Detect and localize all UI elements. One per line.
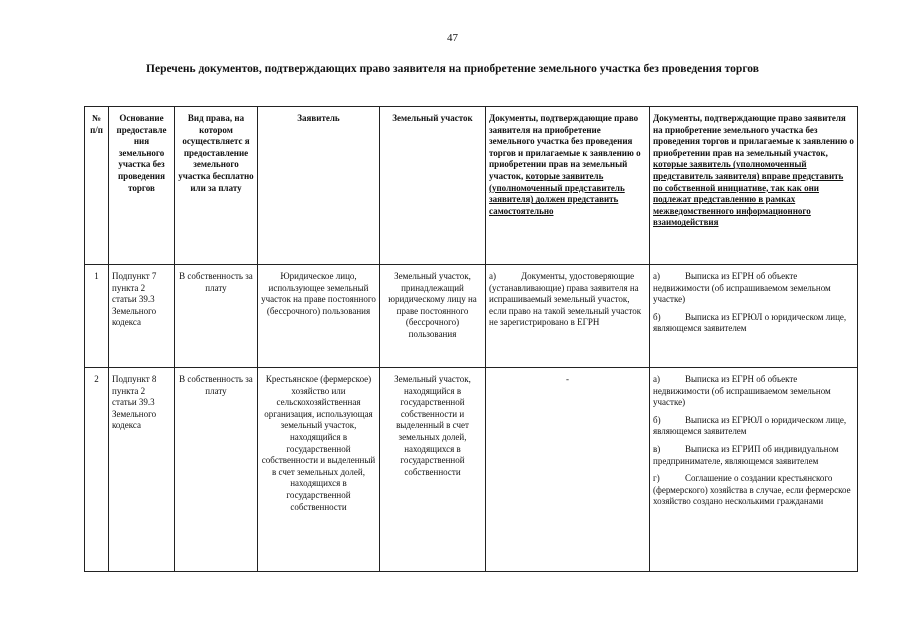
doc-item-text: Соглашение о создании крестьянского (фермерского) хозяйства в случае, если фермерское хозяйство создано несколькими гражданами (653, 473, 851, 507)
table-row (85, 368, 858, 572)
doc-item-letter: б) (653, 414, 661, 425)
header-docs-interagency (650, 107, 858, 265)
header-docs-self-underlined: которые заявитель (уполномоченный представитель заявителя) должен представить самостоятельно (489, 170, 625, 216)
row-docs-self: - (486, 368, 650, 572)
row-right-type: В собственность за плату (175, 368, 258, 572)
row-number: 1 (85, 265, 109, 368)
row-land: Земельный участок, находящийся в государственной собственности и выделенный в счет земельных долей, находящихся в государственной собственности (380, 368, 486, 572)
doc-item-text: Выписка из ЕГРН об объекте недвижимости (об испрашиваемом земельном участке) (653, 374, 831, 408)
doc-item-text: Документы, удостоверяющие (устанавливающие) права заявителя на испрашиваемый земельный участок, если право на такой земельный участок не зарегистрировано в ЕГРН (489, 271, 642, 328)
row-number: 2 (85, 368, 109, 572)
header-docs-self-text: Документы, подтверждающие право заявителя на приобретение земельного участка без проведения торгов и прилагаемые к заявлению о приобретении прав на земельный участок, (489, 113, 641, 181)
table-header-row (85, 107, 858, 265)
row-docs-interagency (650, 368, 858, 572)
row-basis: Подпункт 7 пункта 2 статьи 39.3 Земельного кодекса (109, 265, 175, 368)
doc-item-letter: а) (653, 374, 660, 384)
header-docs-interagency-text: Документы, подтверждающие право заявителя на приобретение земельного участка без проведения торгов и прилагаемые к заявлению о приобретении прав на земельный участок, (653, 113, 854, 158)
header-docs-self (486, 107, 650, 265)
row-land: Земельный участок, принадлежащий юридическому лицу на праве постоянного (бессрочного) пользования (380, 265, 486, 368)
doc-item (653, 473, 854, 508)
doc-item (489, 271, 646, 329)
header-basis: Основание предоставле ния земельного участка без проведения торгов (109, 107, 175, 265)
row-applicant: Юридическое лицо, использующее земельный участок на праве постоянного (бессрочного) пользования (258, 265, 380, 368)
header-num: № п/п (85, 107, 109, 265)
table-row (85, 265, 858, 368)
doc-item-text: Выписка из ЕГРЮЛ о юридическом лице, являющемся заявителем (653, 414, 847, 437)
row-docs-self (486, 265, 650, 368)
doc-item (653, 415, 854, 438)
page-number: 47 (447, 32, 458, 44)
doc-item-letter: а) (489, 271, 496, 281)
row-docs-interagency (650, 265, 858, 368)
row-basis: Подпункт 8 пункта 2 статьи 39.3 Земельного кодекса (109, 368, 175, 572)
header-docs-interagency-underlined: которые заявитель (уполномоченный представитель заявителя) вправе представить по собственной инициативе, так как они подлежат представлению в рамках межведомственного информационного взаимодействия (653, 159, 844, 228)
doc-item (653, 374, 854, 409)
doc-item (653, 271, 854, 306)
doc-item-text: Выписка из ЕГРН об объекте недвижимости (об испрашиваемом земельном участке) (653, 271, 831, 305)
doc-item-letter: а) (653, 271, 660, 281)
documents-table (84, 106, 858, 572)
header-applicant: Заявитель (258, 107, 380, 265)
document-title: Перечень документов, подтверждающих право заявителя на приобретение земельного участка без проведения торгов (146, 63, 759, 75)
row-applicant: Крестьянское (фермерское) хозяйство или сельскохозяйственная организация, использующая земельный участок, находящийся в государственной собственности и выделенный в счет земельных долей, находящихся в государственной собственности (258, 368, 380, 572)
doc-item-letter: в) (653, 443, 661, 454)
doc-item-text: Выписка из ЕГРЮЛ о юридическом лице, являющемся заявителем (653, 311, 847, 334)
header-land: Земельный участок (380, 107, 486, 265)
doc-item (653, 312, 854, 335)
doc-item (653, 444, 854, 467)
doc-item-letter: б) (653, 311, 661, 322)
doc-item-letter: г) (653, 473, 660, 484)
header-right-type: Вид права, на котором осуществляетс я предоставление земельного участка бесплатно или за плату (175, 107, 258, 265)
doc-item-text: Выписка из ЕГРИП об индивидуальном предпринимателе, являющемся заявителем (653, 443, 839, 466)
row-right-type: В собственность за плату (175, 265, 258, 368)
